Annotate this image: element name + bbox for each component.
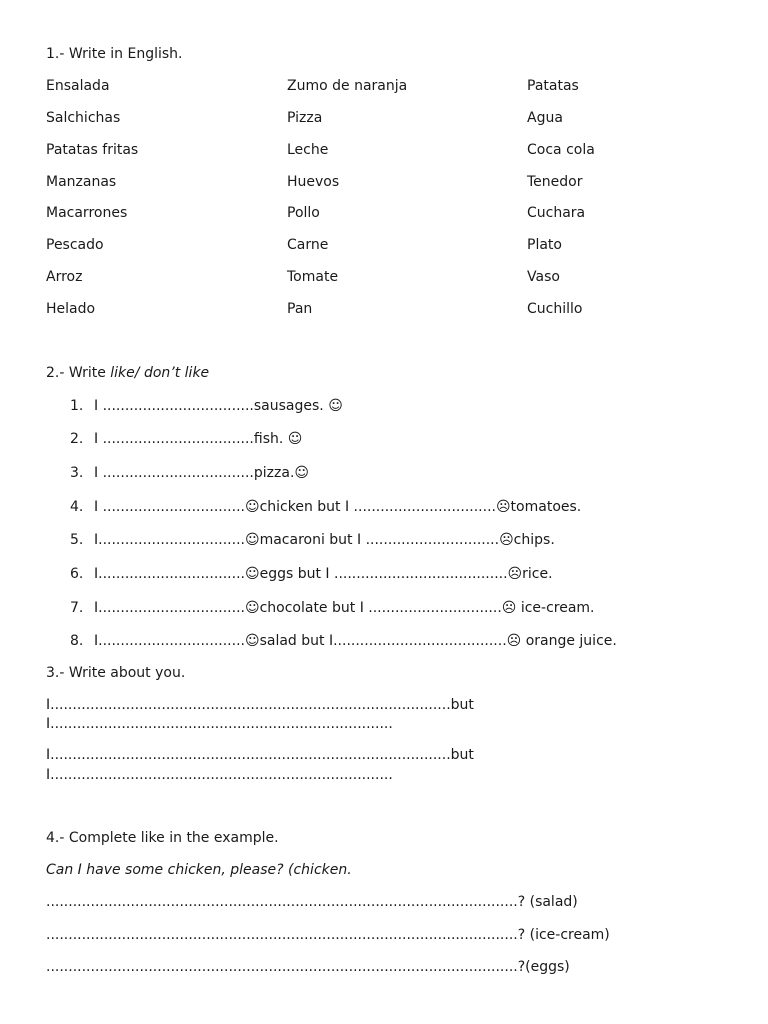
writing-line: ..........................................................................................................?(eggs) xyxy=(46,959,570,975)
vocab-item: Tomate xyxy=(287,269,339,285)
section-4-heading: 4.- Complete like in the example. xyxy=(46,830,279,846)
exercise-item xyxy=(70,465,309,482)
section-2-heading xyxy=(46,365,209,382)
item-number: 4. xyxy=(70,499,84,515)
item-text: I ..................................pizza.☺ xyxy=(94,465,309,481)
item-number: 6. xyxy=(70,566,84,582)
vocab-item: Ensalada xyxy=(46,78,110,94)
vocab-item: Patatas xyxy=(527,78,579,94)
vocab-item: Pan xyxy=(287,301,313,317)
vocab-item: Pescado xyxy=(46,237,104,253)
writing-line: I............................................................................. xyxy=(46,767,393,783)
vocab-item: Pizza xyxy=(287,110,323,126)
vocab-item: Cuchara xyxy=(527,205,586,221)
exercise-item xyxy=(70,499,581,516)
item-number: 3. xyxy=(70,465,84,481)
item-number: 7. xyxy=(70,600,84,616)
vocab-item: Plato xyxy=(527,237,562,253)
example-sentence: Can I have some chicken, please? (chicken. xyxy=(46,862,352,878)
writing-line: I..........................................................................................but xyxy=(46,697,474,713)
vocab-item: Vaso xyxy=(527,269,560,285)
exercise-item xyxy=(70,398,343,415)
item-text: I ................................☺chicken but I ................................☹tomatoes. xyxy=(94,499,582,515)
vocab-item: Arroz xyxy=(46,269,83,285)
vocab-item: Leche xyxy=(287,142,329,158)
vocab-item: Agua xyxy=(527,110,563,126)
vocab-item: Zumo de naranja xyxy=(287,78,408,94)
vocab-item: Patatas fritas xyxy=(46,142,139,158)
exercise-item xyxy=(70,600,595,617)
section-3-heading: 3.- Write about you. xyxy=(46,665,186,681)
item-number: 5. xyxy=(70,532,84,548)
section-1-heading: 1.- Write in English. xyxy=(46,46,183,62)
vocab-item: Helado xyxy=(46,301,96,317)
vocab-item: Pollo xyxy=(287,205,320,221)
vocab-item: Carne xyxy=(287,237,329,253)
vocab-item: Huevos xyxy=(287,174,340,190)
writing-line: I............................................................................. xyxy=(46,716,393,732)
writing-line: I..........................................................................................but xyxy=(46,747,474,763)
section-2-heading-prefix: 2.- Write xyxy=(46,365,111,381)
item-text: I.................................☺chocolate but I ..............................☹ ice-cream. xyxy=(94,600,595,616)
vocab-item: Tenedor xyxy=(527,174,583,190)
item-text: I.................................☺salad but I.......................................☹ orange juice. xyxy=(94,633,617,649)
item-text: I ..................................sausages. ☺ xyxy=(94,398,343,414)
exercise-item xyxy=(70,633,617,650)
item-number: 8. xyxy=(70,633,84,649)
writing-line: ..........................................................................................................? (ice-cream) xyxy=(46,927,610,943)
item-number: 2. xyxy=(70,431,84,447)
exercise-item xyxy=(70,431,302,448)
vocab-item: Salchichas xyxy=(46,110,121,126)
section-2-heading-italic: like/ don’t like xyxy=(110,365,210,381)
vocab-item: Coca cola xyxy=(527,142,595,158)
writing-line: ..........................................................................................................? (salad) xyxy=(46,894,578,910)
item-text: I.................................☺eggs but I .......................................☹rice. xyxy=(94,566,553,582)
vocab-item: Cuchillo xyxy=(527,301,583,317)
exercise-item xyxy=(70,532,555,549)
vocab-item: Macarrones xyxy=(46,205,128,221)
item-text: I ..................................fish. ☺ xyxy=(94,431,303,447)
item-text: I.................................☺macaroni but I ..............................☹chips. xyxy=(94,532,555,548)
exercise-item xyxy=(70,566,553,583)
item-number: 1. xyxy=(70,398,84,414)
vocab-item: Manzanas xyxy=(46,174,117,190)
